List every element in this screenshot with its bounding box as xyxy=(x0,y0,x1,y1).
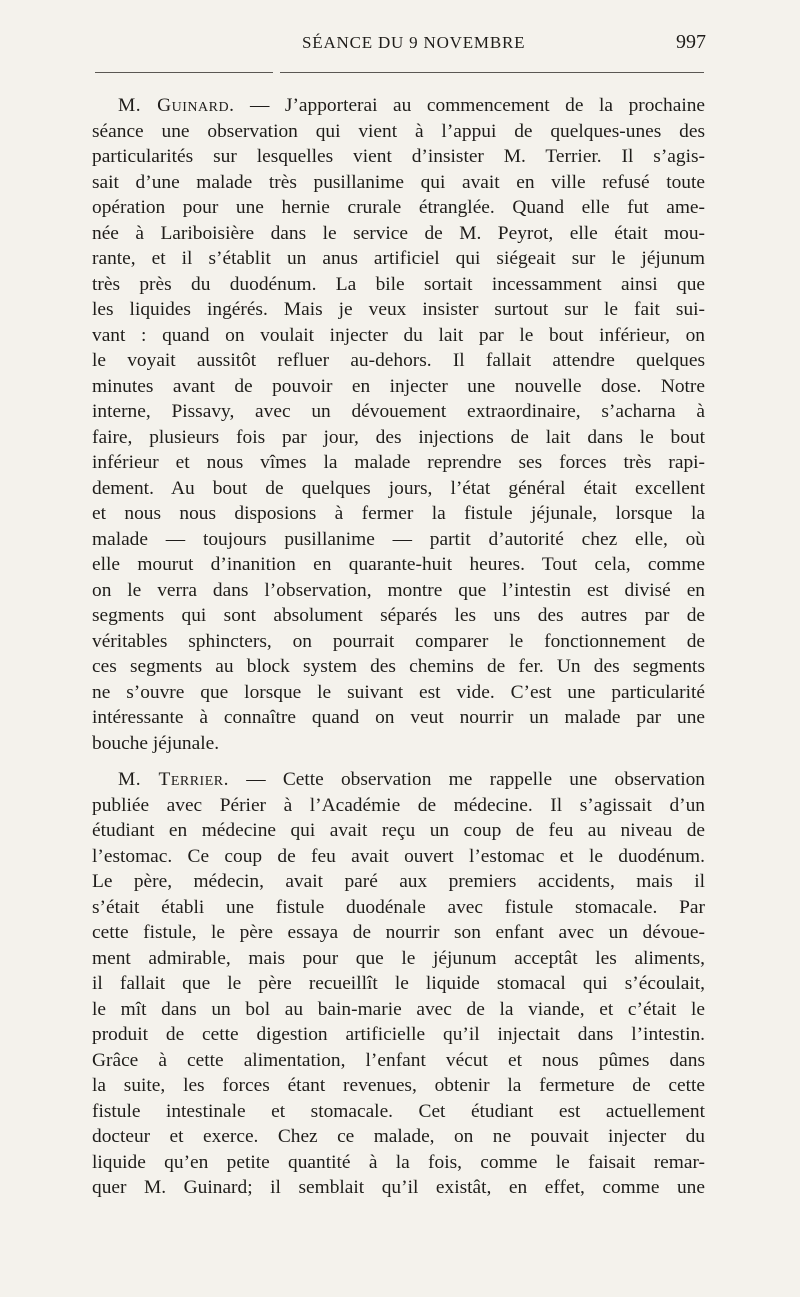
paragraph-line: Grâce à cette alimentation, l’enfant vécut et nous pûmes dans xyxy=(92,1049,705,1071)
paragraph-line: les liquides ingérés. Mais je veux insister surtout sur le fait sui- xyxy=(92,299,705,320)
header-rule-right xyxy=(280,72,704,73)
paragraph-line: la suite, les forces étant revenues, obtenir la fermeture de cette xyxy=(92,1075,705,1096)
paragraph-line: Le père, médecin, avait paré aux premiers accidents, mais il xyxy=(92,871,705,892)
paragraph-line: ne s’ouvre que lorsque le suivant est vide. C’est une particularité xyxy=(92,681,705,703)
paragraph-line: ment admirable, mais pour que le jéjunum acceptât les aliments, xyxy=(92,947,705,969)
paragraph-line: produit de cette digestion artificielle qu’il injectait dans l’intestin. xyxy=(92,1024,705,1045)
paragraph-line: docteur et exerce. Chez ce malade, on ne pouvait injecter du xyxy=(92,1126,705,1147)
running-title: SÉANCE DU 9 NOVEMBRE xyxy=(302,33,526,52)
speaker-name: M. Terrier. xyxy=(118,769,229,790)
paragraph-line: inférieur et nous vîmes la malade reprendre ses forces très rapi- xyxy=(92,452,705,473)
paragraph-line: interne, Pissavy, avec un dévouement extraordinaire, s’acharna à xyxy=(92,401,705,422)
paragraph-line: sait d’une malade très pusillanime qui avait en ville refusé toute xyxy=(92,171,705,193)
paragraph-line: bouche jéjunale. xyxy=(92,732,220,754)
paragraph-line: dement. Au bout de quelques jours, l’état général était excellent xyxy=(92,477,705,499)
paragraph-line: M. Guinard. — J’apporterai au commencement de la prochaine xyxy=(118,95,706,116)
paragraph-line: vant : quand on voulait injecter du lait par le bout inférieur, on xyxy=(92,324,705,346)
paragraph-guinard xyxy=(92,93,705,756)
paragraph-line: rante, et il s’établit un anus artificiel qui siégeait sur le jéjunum xyxy=(92,248,705,269)
paragraph-line: quer M. Guinard; il semblait qu’il existât, en effet, comme une xyxy=(92,1177,705,1198)
paragraph-line: cette fistule, le père essaya de nourrir son enfant avec un dévoue- xyxy=(92,922,705,943)
paragraph-line: séance une observation qui vient à l’appui de quelques-unes des xyxy=(92,120,705,142)
paragraph-line: on le verra dans l’observation, montre que l’intestin est divisé en xyxy=(92,579,705,601)
page-number: 997 xyxy=(676,31,706,53)
paragraph-line: minutes avant de pouvoir en injecter une nouvelle dose. Notre xyxy=(92,375,705,397)
paragraph-line: publiée avec Périer à l’Académie de médecine. Il s’agissait d’un xyxy=(92,794,705,816)
paragraph-line: s’était établi une fistule duodénale avec fistule stomacale. Par xyxy=(92,896,705,918)
paragraph-line: opération pour une hernie crurale étranglée. Quand elle fut ame- xyxy=(92,197,705,218)
paragraph-line: M. Terrier. — Cette observation me rappelle une observation xyxy=(118,769,705,790)
paragraph-line: segments qui sont absolument séparés les uns des autres par de xyxy=(92,605,705,626)
paragraph-line: née à Lariboisière dans le service de M. Peyrot, elle était mou- xyxy=(92,222,705,244)
paragraph-line: et nous nous disposions à fermer la fistule jéjunale, lorsque la xyxy=(92,503,705,524)
paragraph-line: ces segments au block system des chemins de fer. Un des segments xyxy=(92,656,705,677)
paragraph-line: elle mourut d’inanition en quarante-huit heures. Tout cela, comme xyxy=(92,554,705,575)
paragraph-line: particularités sur lesquelles vient d’insister M. Terrier. Il s’agis- xyxy=(92,146,705,167)
paragraph-line: l’estomac. Ce coup de feu avait ouvert l’estomac et le duodénum. xyxy=(92,845,705,867)
speaker-name: M. Guinard. xyxy=(118,95,235,116)
paragraph-line: malade — toujours pusillanime — partit d’autorité chez elle, où xyxy=(92,528,705,550)
paragraph-line: très près du duodénum. La bile sortait incessamment ainsi que xyxy=(92,273,705,295)
paragraph-line: liquide qu’en petite quantité à la fois, comme le faisait remar- xyxy=(92,1151,705,1173)
paragraph-line: étudiant en médecine qui avait reçu un coup de feu au niveau de xyxy=(92,820,705,841)
paragraph-line: véritables sphincters, on pourrait comparer le fonctionnement de xyxy=(92,630,705,652)
paragraph-terrier xyxy=(92,767,705,1201)
paragraph-line: faire, plusieurs fois par jour, des injections de lait dans le bout xyxy=(92,426,705,448)
paragraph-line: intéressante à connaître quand on veut nourrir un malade par une xyxy=(92,707,705,728)
paragraph-line: fistule intestinale et stomacale. Cet étudiant est actuellement xyxy=(92,1100,705,1122)
paragraph-line: il fallait que le père recueillît le liquide stomacal qui s’écoulait, xyxy=(92,973,705,994)
paragraph-line: le voyait aussitôt refluer au-dehors. Il fallait attendre quelques xyxy=(92,350,705,371)
header-rule-left xyxy=(95,72,273,73)
page-header xyxy=(92,33,706,57)
paragraph-line: le mît dans un bol au bain-marie avec de la viande, et c’était le xyxy=(92,998,705,1020)
